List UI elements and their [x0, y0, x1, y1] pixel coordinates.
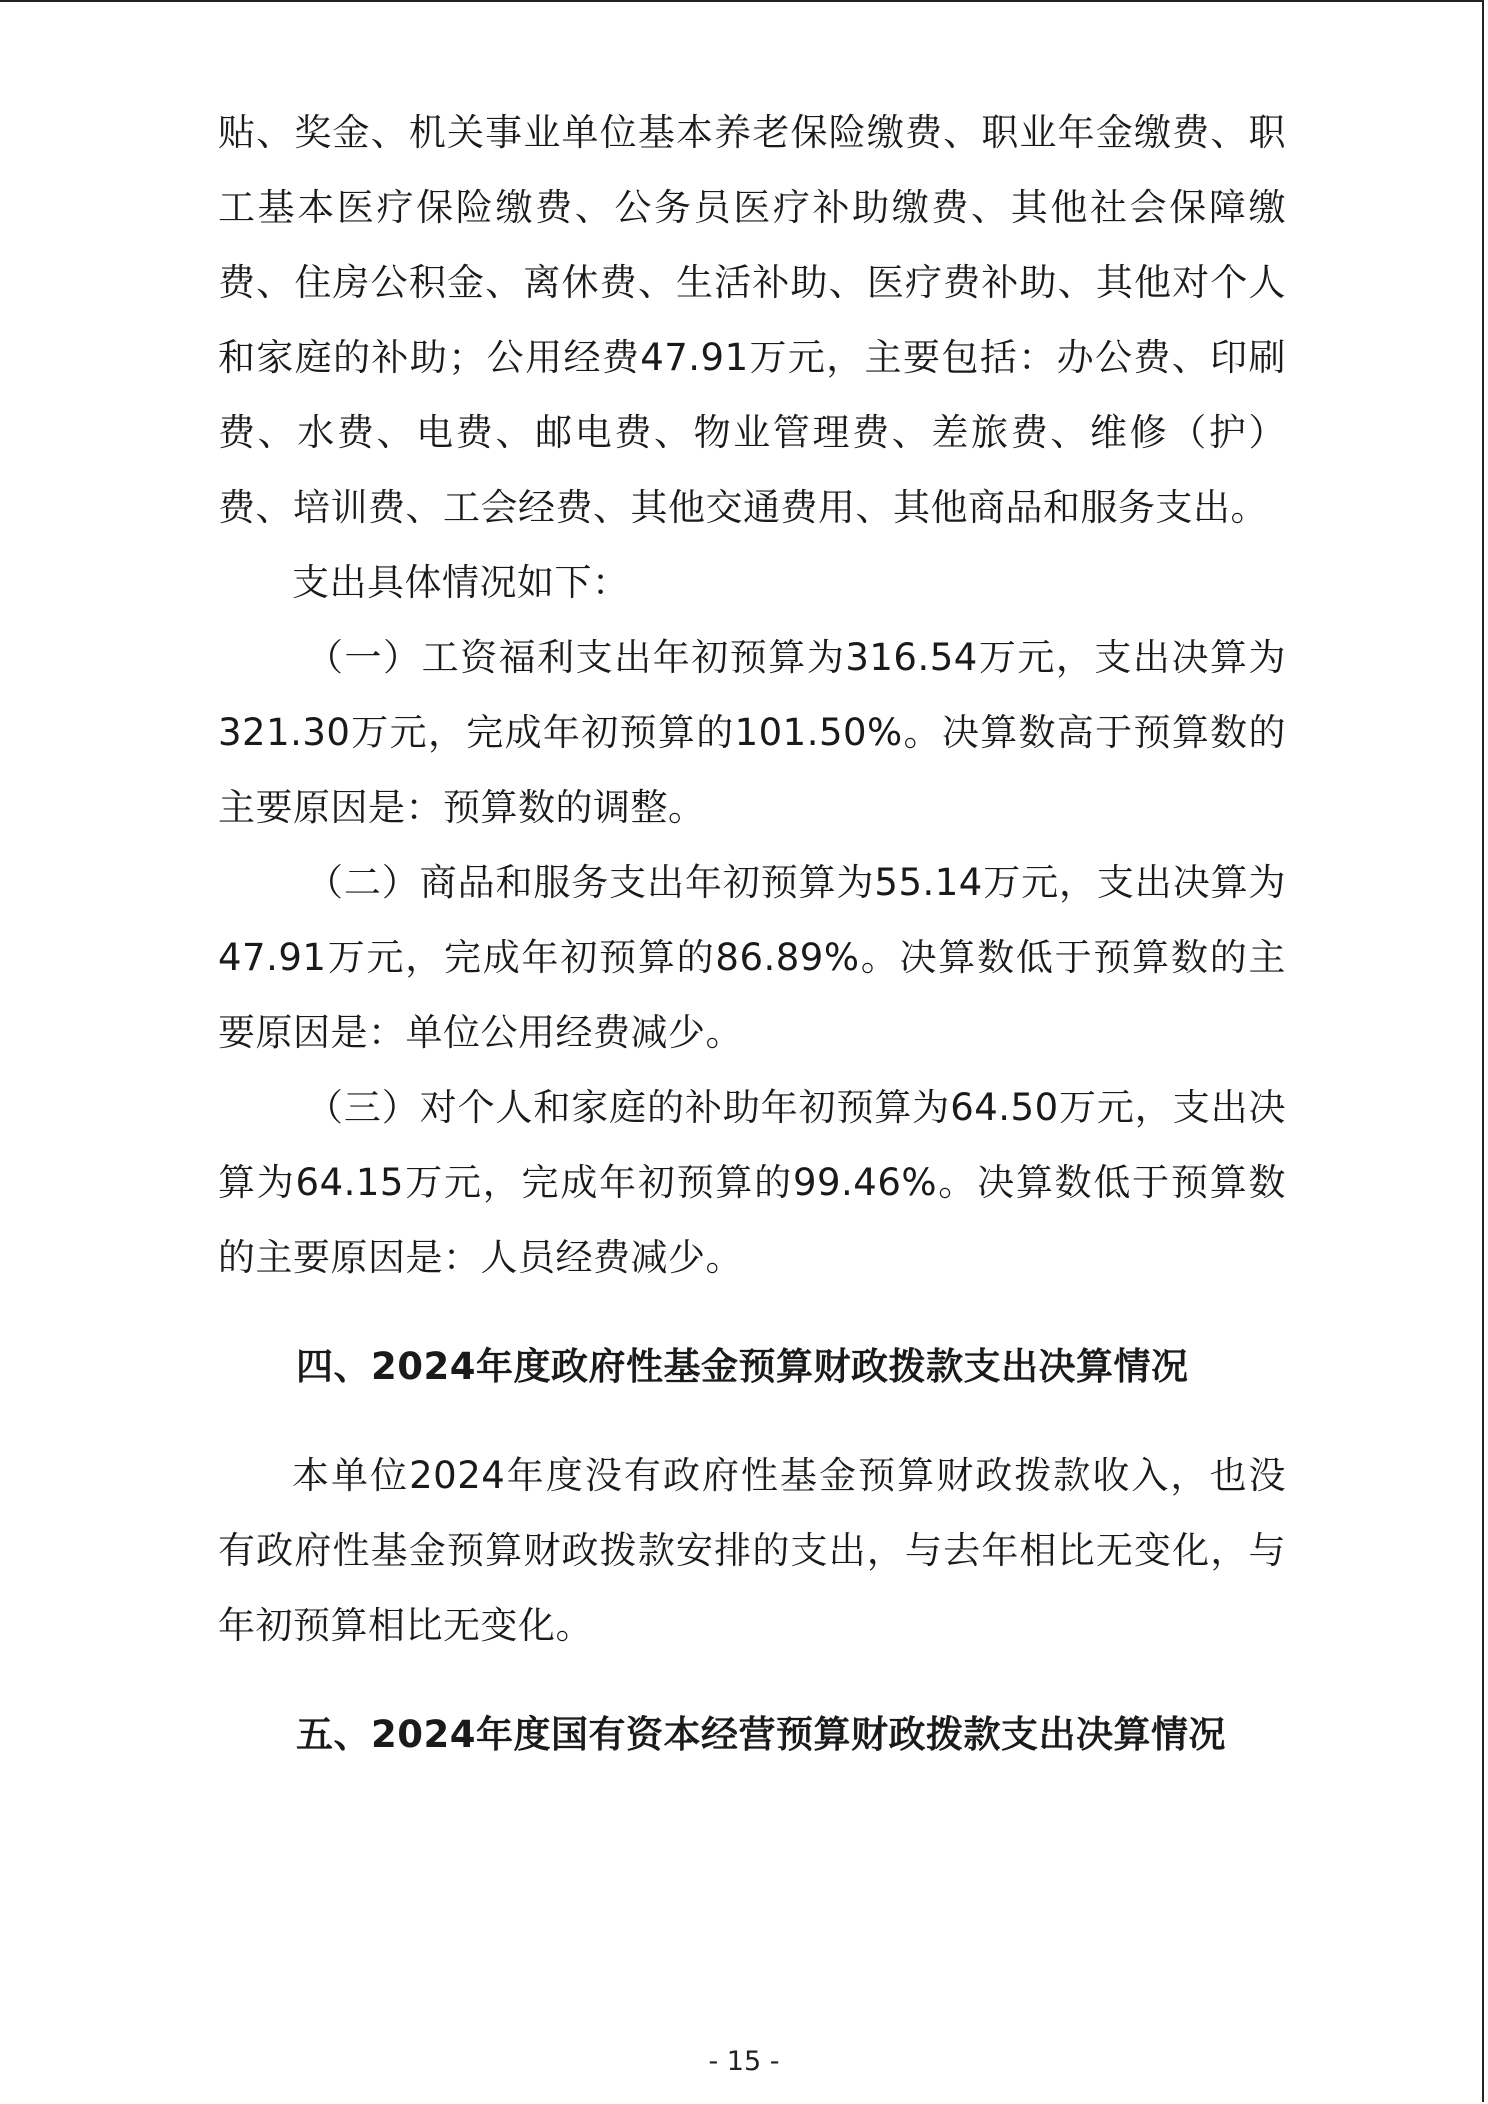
paragraph-item-subsidies: （三）对个人和家庭的补助年初预算为64.50万元，支出决算为64.15万元，完成年初预算的99.46%。决算数低于预算数的主要原因是：人员经费减少。 — [218, 1086, 1286, 1279]
paragraph-item-goods-services: （二）商品和服务支出年初预算为55.14万元，支出决算为47.91万元，完成年初预算的86.89%。决算数低于预算数的主要原因是：单位公用经费减少。 — [218, 861, 1286, 1054]
paragraph-expense-intro: 支出具体情况如下： — [292, 561, 630, 604]
paragraph-continued-expenses: 贴、奖金、机关事业单位基本养老保险缴费、职业年金缴费、职工基本医疗保险缴费、公务员医疗补助缴费、其他社会保障缴费、住房公积金、离休费、生活补助、医疗费补助、其他对个人和家庭的补助；公用经费47.91万元，主要包括：办公费、印刷费、水费、电费、邮电费、物业管理费、差旅费、维修（护）费、培训费、工会经费、其他交通费用、其他商品和服务支出。 — [218, 111, 1286, 529]
document-body — [218, 95, 1286, 1772]
paragraph-section-four-body: 本单位2024年度没有政府性基金预算财政拨款收入，也没有政府性基金预算财政拨款安排的支出，与去年相比无变化，与年初预算相比无变化。 — [218, 1454, 1286, 1647]
section-heading-four: 四、2024年度政府性基金预算财政拨款支出决算情况 — [296, 1345, 1189, 1388]
paragraph-item-wages: （一）工资福利支出年初预算为316.54万元，支出决算为321.30万元，完成年初预算的101.50%。决算数高于预算数的主要原因是：预算数的调整。 — [218, 636, 1286, 829]
section-heading-five: 五、2024年度国有资本经营预算财政拨款支出决算情况 — [296, 1713, 1226, 1756]
page-number: - 15 - — [708, 2046, 780, 2077]
